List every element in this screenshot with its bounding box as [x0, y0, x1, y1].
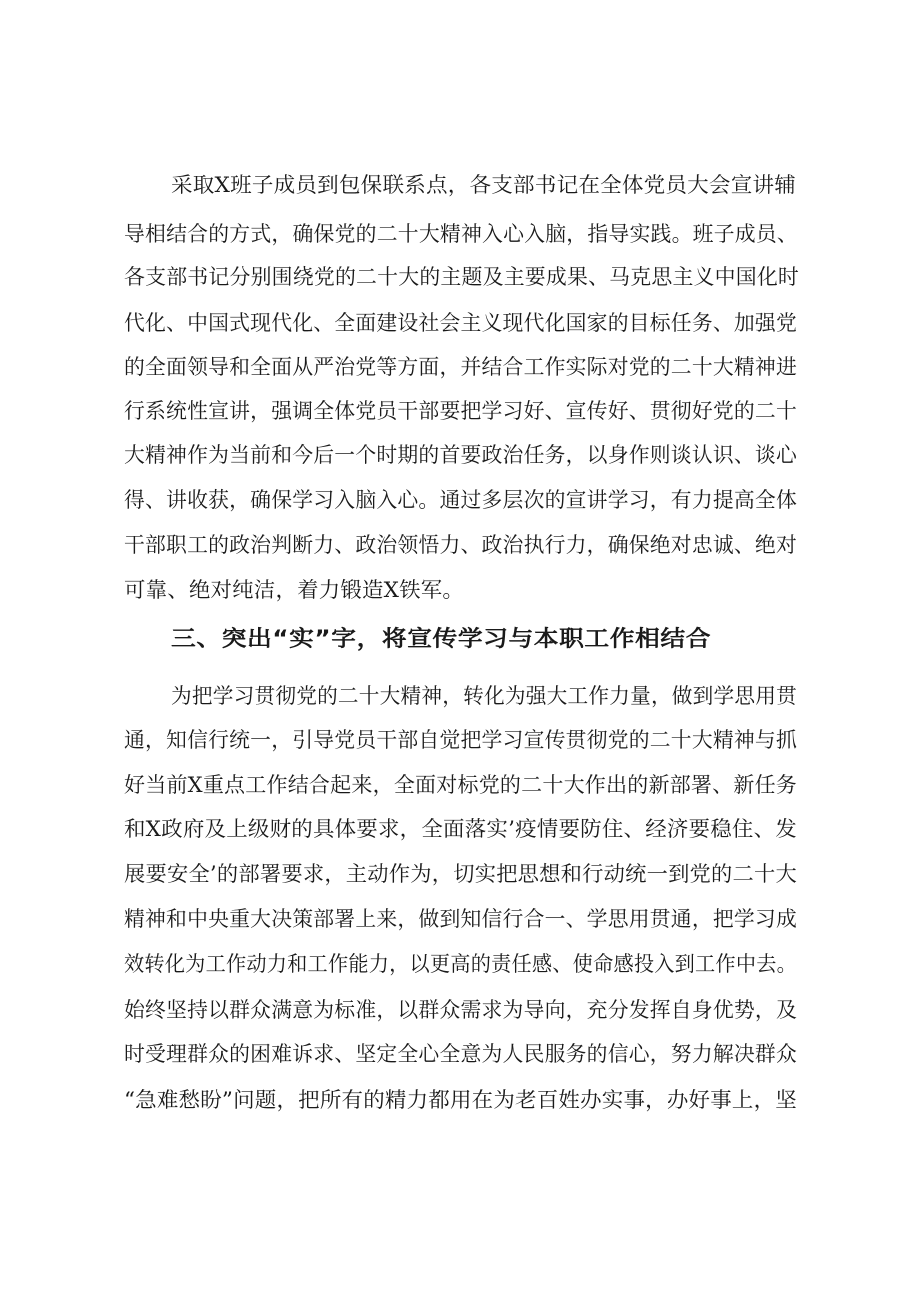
paragraph-line — [124, 353, 797, 381]
paragraph-line — [124, 1040, 797, 1068]
line-text: 得、讲收获，确保学习入脑入心。通过多层次的宣讲学习，有力提高全体 — [124, 488, 797, 512]
line-text: 始终坚持以群众满意为标准，以群众需求为导向，充分发挥自身优势，及 — [124, 998, 797, 1022]
line-text: 行系统性宣讲，强调全体党员干部要把学习好、宣传好、贯彻好党的二十 — [124, 399, 797, 423]
paragraph-line — [124, 771, 797, 799]
paragraph-line — [124, 263, 799, 291]
paragraph-line — [124, 531, 797, 559]
line-text: 效转化为工作动力和工作能力，以更高的责任感、使命感投入到工作中去。 — [124, 952, 798, 976]
line-text: “急难愁盼”问题，把所有的精力都用在为老百姓办实事，办好事上，坚 — [124, 1088, 798, 1112]
section-heading — [171, 626, 711, 654]
line-text: 好当前X重点工作结合起来，全面对标党的二十大作出的新部署、新任务 — [124, 773, 798, 797]
paragraph-line — [124, 996, 797, 1024]
paragraph-line — [124, 309, 797, 337]
line-text: 各支部书记分别围绕党的二十大的主题及主要成果、马克思主义中国化时 — [124, 265, 800, 289]
heading-text: 三、突出“实”字，将宣传学习与本职工作相结合 — [171, 627, 712, 652]
line-text: 导相结合的方式，确保党的二十大精神入心入脑，指导实践。班子成员、 — [124, 222, 798, 246]
paragraph-line — [124, 486, 797, 514]
paragraph-line — [124, 1086, 797, 1114]
paragraph-line — [124, 220, 798, 248]
paragraph-line — [124, 726, 797, 754]
line-text: 大精神作为当前和今后一个时期的首要政治任务，以身作则谈认识、谈心 — [124, 443, 797, 467]
line-text: 采取X班子成员到包保联系点，各支部书记在全体党员大会宣讲辅 — [171, 173, 797, 197]
paragraph-line — [124, 441, 797, 469]
line-text: 精神和中央重大决策部署上来，做到知信行合一、学思用贯通，把学习成 — [124, 907, 797, 931]
paragraph-line — [124, 950, 797, 978]
paragraph-line — [124, 397, 797, 425]
line-text: 和X政府及上级财的具体要求，全面落实’疫情要防住、经济要稳住、发 — [124, 817, 797, 841]
paragraph-line — [124, 860, 797, 888]
line-text: 通，知信行统一，引导党员干部自觉把学习宣传贯彻党的二十大精神与抓 — [124, 728, 797, 752]
line-text: 为把学习贯彻党的二十大精神，转化为强大工作力量，做到学思用贯 — [171, 684, 798, 708]
paragraph-line — [171, 682, 797, 710]
line-text: 展要安全’的部署要求，主动作为，切实把思想和行动统一到党的二十大 — [124, 862, 797, 886]
line-text: 干部职工的政治判断力、政治领悟力、政治执行力，确保绝对忠诚、绝对 — [124, 533, 797, 557]
paragraph-line — [124, 815, 797, 843]
line-text: 时受理群众的困难诉求、坚定全心全意为人民服务的信心，努力解决群众 — [124, 1042, 797, 1066]
paragraph-line — [124, 576, 464, 604]
line-text: 的全面领导和全面从严治党等方面，并结合工作实际对党的二十大精神进 — [124, 355, 797, 379]
line-text: 代化、中国式现代化、全面建设社会主义现代化国家的目标任务、加强党 — [124, 311, 797, 335]
paragraph-line — [171, 171, 796, 199]
line-text: 可靠、绝对纯洁，着力锻造X铁军。 — [124, 578, 464, 602]
paragraph-line — [124, 905, 797, 933]
